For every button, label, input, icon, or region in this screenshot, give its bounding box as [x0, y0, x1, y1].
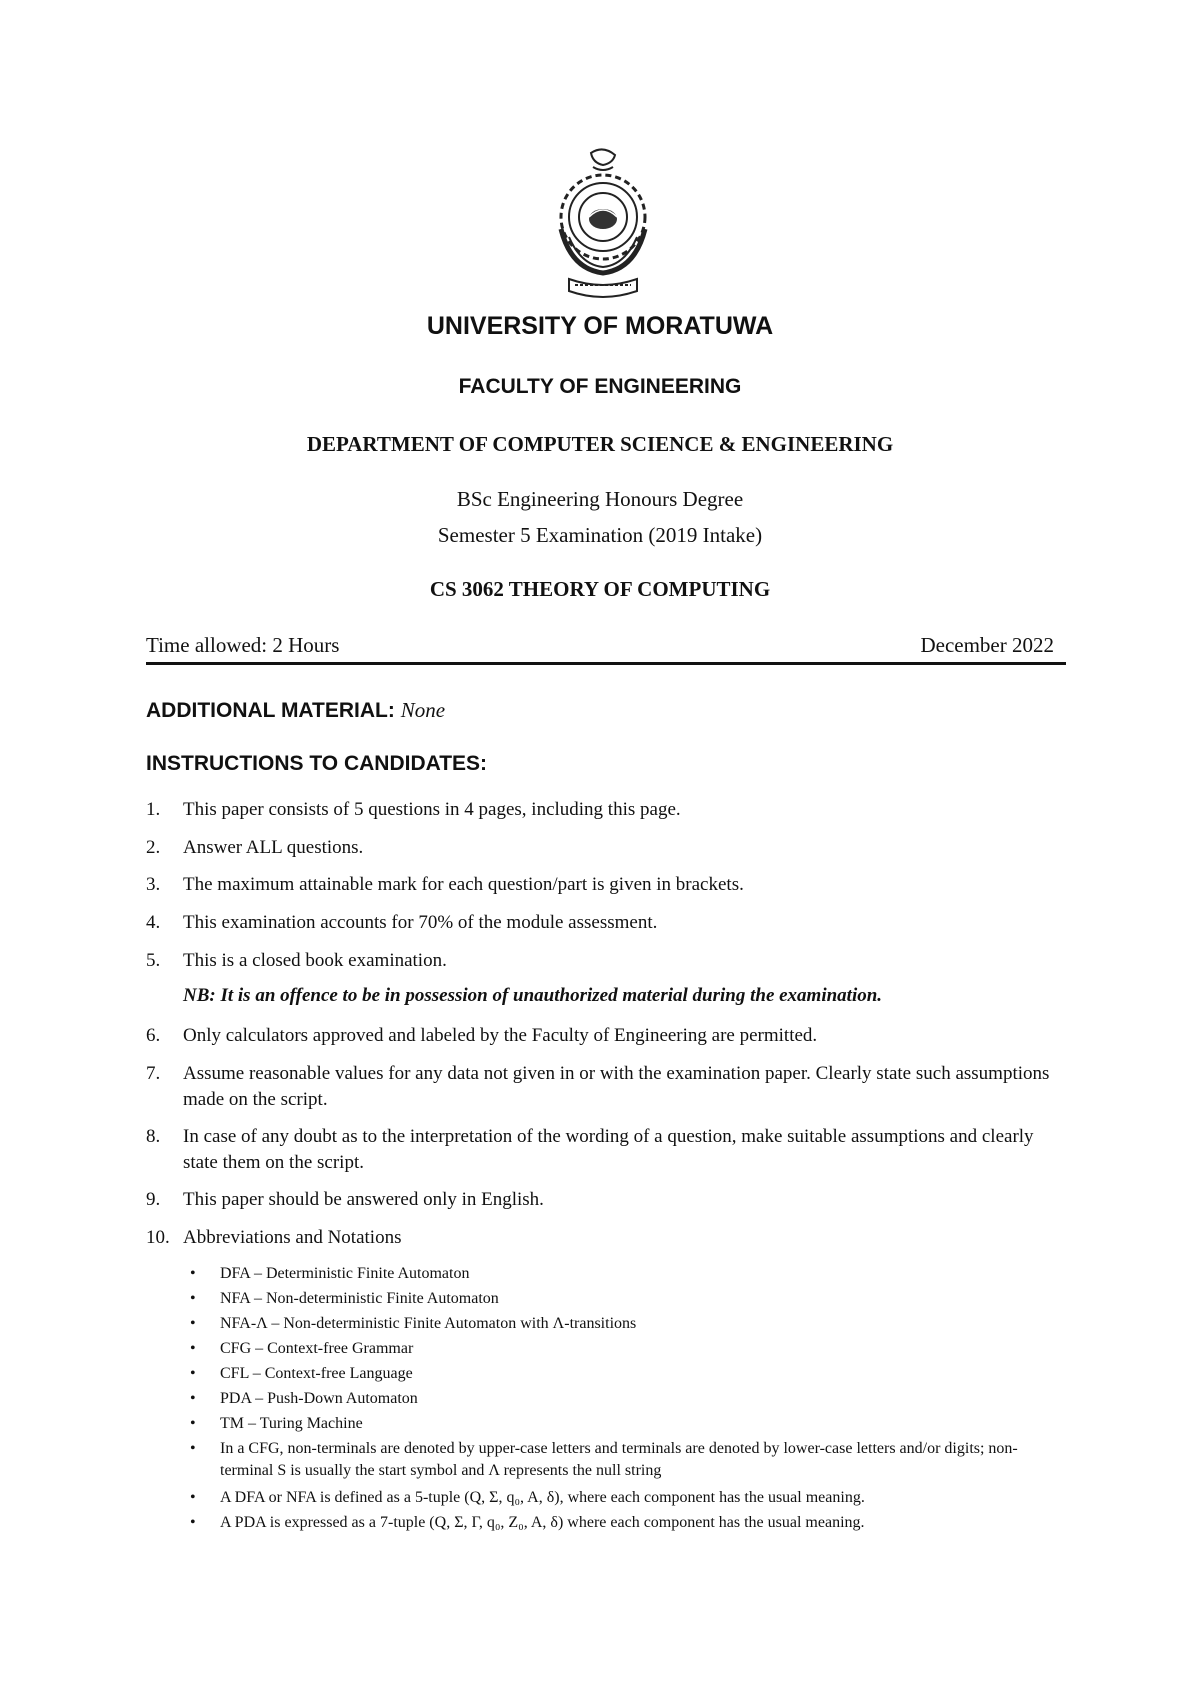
header-divider	[146, 662, 1066, 665]
notation-text: NFA – Non-deterministic Finite Automaton	[220, 1290, 499, 1307]
bullet-icon: •	[190, 1365, 196, 1382]
instruction-text: The maximum attainable mark for each question/part is given in brackets.	[183, 874, 744, 895]
instruction-number: 8.	[146, 1126, 161, 1147]
instruction-number: 3.	[146, 874, 161, 895]
bullet-icon: •	[190, 1290, 196, 1307]
notation-text: CFG – Context-free Grammar	[220, 1340, 414, 1357]
bullet-icon: •	[190, 1340, 196, 1357]
exam-name: Semester 5 Examination (2019 Intake)	[437, 523, 763, 547]
instruction-text: Only calculators approved and labeled by the Faculty of Engineering are permitted.	[183, 1025, 818, 1046]
nb-warning: NB: It is an offence to be in possession of unauthorized material during the examination.	[183, 985, 883, 1006]
course-title: CS 3062 THEORY OF COMPUTING	[429, 577, 771, 601]
notation-text: DFA – Deterministic Finite Automaton	[220, 1265, 470, 1282]
university-crest-icon	[543, 145, 663, 305]
instruction-text: Answer ALL questions.	[183, 837, 364, 858]
notation-text: A PDA is expressed as a 7-tuple (Q, Σ, Γ, q₀, Z₀, A, δ) where each component has the usual meaning.	[220, 1514, 865, 1531]
bullet-icon: •	[190, 1390, 196, 1407]
instruction-text: This paper should be answered only in English.	[183, 1189, 544, 1210]
bullet-icon: •	[190, 1514, 196, 1531]
notation-text: PDA – Push-Down Automaton	[220, 1390, 418, 1407]
additional-material-label: ADDITIONAL MATERIAL:	[146, 699, 395, 722]
degree-name: BSc Engineering Honours Degree	[456, 487, 744, 511]
additional-material-value: None	[400, 698, 446, 722]
notation-text: In a CFG, non-terminals are denoted by upper-case letters and terminals are denoted by lower-case letters and/or digits; non-terminal S is usually the start symbol and Λ represents the null string	[220, 1440, 1018, 1479]
exam-date: December 2022	[920, 633, 1054, 657]
instruction-text: This is a closed book examination.	[183, 950, 447, 971]
bullet-icon: •	[190, 1315, 196, 1332]
department-name: DEPARTMENT OF COMPUTER SCIENCE & ENGINEERING	[306, 432, 894, 456]
instruction-number: 10.	[146, 1227, 170, 1248]
bullet-icon: •	[190, 1415, 196, 1432]
university-name: UNIVERSITY OF MORATUWA	[426, 312, 774, 340]
instruction-number: 2.	[146, 837, 161, 858]
bullet-icon: •	[190, 1265, 196, 1282]
instruction-number: 4.	[146, 912, 161, 933]
instructions-title: INSTRUCTIONS TO CANDIDATES:	[146, 752, 488, 775]
instruction-text: This examination accounts for 70% of the module assessment.	[183, 912, 658, 933]
instruction-number: 7.	[146, 1063, 161, 1084]
faculty-name: FACULTY OF ENGINEERING	[458, 375, 742, 398]
instruction-text: This paper consists of 5 questions in 4 pages, including this page.	[183, 799, 681, 820]
bullet-icon: •	[190, 1489, 196, 1506]
time-allowed: Time allowed: 2 Hours	[146, 633, 340, 657]
instruction-number: 6.	[146, 1025, 161, 1046]
instruction-number: 1.	[146, 799, 161, 820]
instruction-text: Abbreviations and Notations	[183, 1227, 402, 1248]
instruction-number: 9.	[146, 1189, 161, 1210]
instruction-text: Assume reasonable values for any data not given in or with the examination paper. Clearly state such assumptions made on the script.	[183, 1063, 1050, 1110]
additional-material	[146, 698, 445, 723]
instruction-number: 5.	[146, 950, 161, 971]
notation-text: NFA-Λ – Non-deterministic Finite Automaton with Λ-transitions	[220, 1315, 637, 1332]
notation-text: TM – Turing Machine	[220, 1415, 363, 1432]
bullet-icon: •	[190, 1440, 196, 1457]
notation-text: CFL – Context-free Language	[220, 1365, 413, 1382]
notation-text: A DFA or NFA is defined as a 5-tuple (Q, Σ, q₀, A, δ), where each component has the usual meaning.	[220, 1489, 865, 1506]
instruction-text: In case of any doubt as to the interpretation of the wording of a question, make suitable assumptions and clearly state them on the script.	[183, 1126, 1034, 1173]
